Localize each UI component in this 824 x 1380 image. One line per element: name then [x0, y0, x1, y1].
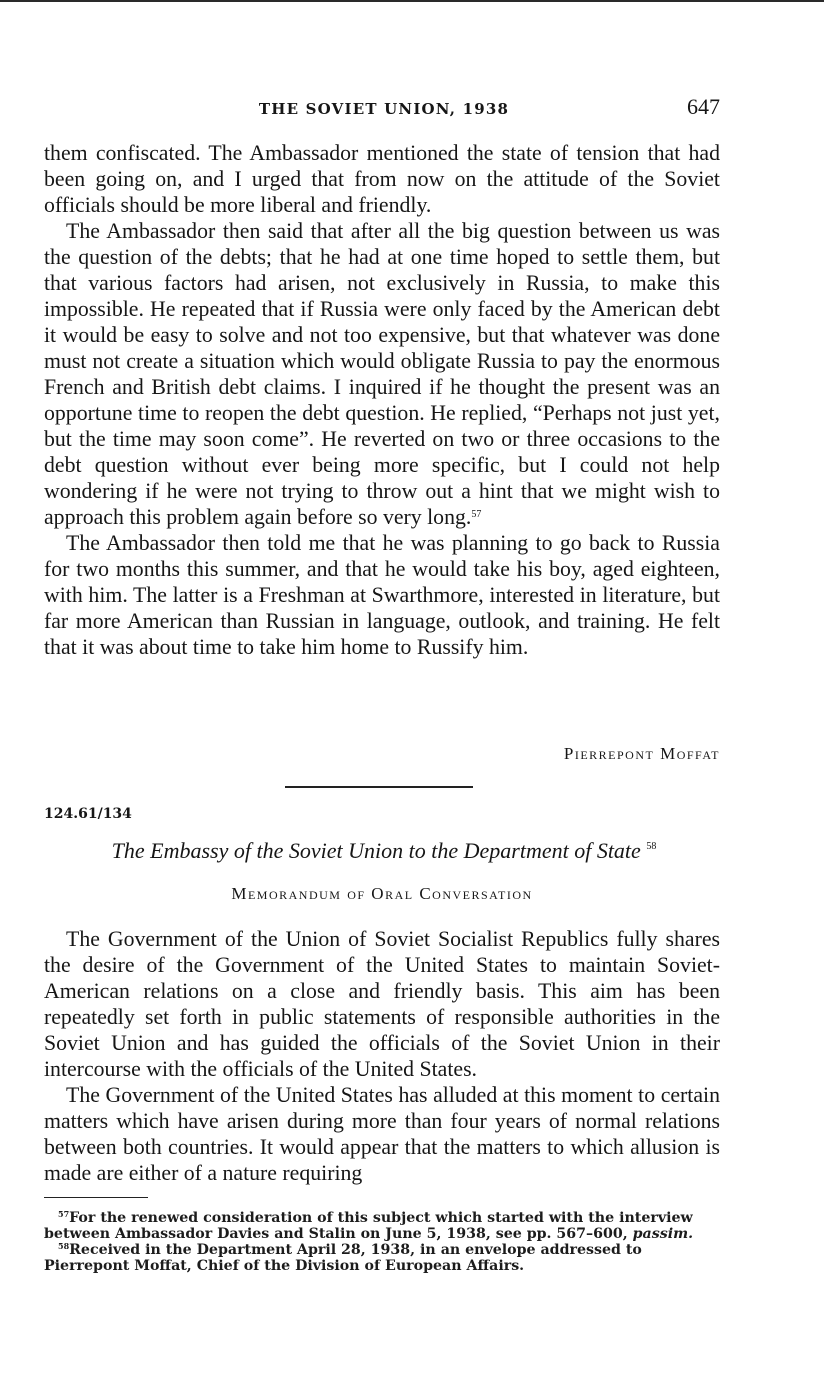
- footnote-text: Received in the Department April 28, 1938, in an envelope addressed to Pierrepont Moffat, Chief of the Division of European Affairs.: [44, 1242, 642, 1274]
- footnote: [44, 1210, 720, 1242]
- footnotes: [44, 1210, 720, 1274]
- footnote-reference[interactable]: 57: [471, 509, 482, 520]
- document-heading-text: The Embassy of the Soviet Union to the Department of State: [111, 838, 641, 863]
- previous-document-body: [44, 140, 720, 660]
- footnote: [44, 1242, 720, 1274]
- file-number: 124.61/134: [44, 806, 132, 822]
- section-divider: [285, 786, 473, 788]
- page-number: 647: [687, 94, 720, 119]
- footnote-divider: [44, 1197, 148, 1198]
- signature: Pierrepont Moffat: [563, 744, 720, 763]
- paragraph: The Government of the Union of Soviet Socialist Republics fully shares the desire of the Government of the United States to maintain Soviet-American relations on a close and friendly basis. This aim has been repeatedly set forth in public statements of responsible authorities in the Soviet Union and has guided the officials of the Soviet Union in their intercourse with the officials of the United States.: [44, 927, 720, 1081]
- memorandum-title: Memorandum of Oral Conversation: [231, 884, 533, 903]
- footnote-reference[interactable]: 58: [646, 841, 657, 852]
- paragraph: The Government of the United States has alluded at this moment to certain matters which have arisen during more than four years of normal relations between both countries. It would appear that the matters to which allusion is made are either of a nature requiring: [44, 1083, 720, 1185]
- footnote-text-italic: passim.: [632, 1226, 694, 1242]
- document-heading: [0, 838, 768, 864]
- running-header: [0, 94, 824, 124]
- page-top-border: [0, 0, 824, 2]
- paragraph: them confiscated. The Ambassador mentioned the state of tension that had been going on, and I urged that from now on the attitude of the Soviet officials should be more liberal and friendly.: [44, 141, 720, 217]
- paragraph: [44, 218, 720, 530]
- footnote-marker: 57: [58, 1209, 70, 1219]
- footnote-text: For the renewed consideration of this subject which started with the interview between Ambassador Davies and Stalin on June 5, 1938, see pp. 567–600,: [44, 1210, 693, 1242]
- running-title: THE SOVIET UNION, 1938: [258, 100, 510, 118]
- paragraph: The Ambassador then told me that he was planning to go back to Russia for two months this summer, and that he would take his boy, aged eighteen, with him. The latter is a Freshman at Swarthmore, interested in literature, but far more American than Russian in language, outlook, and training. He felt that it was about time to take him home to Russify him.: [44, 531, 720, 659]
- footnote-marker: 58: [58, 1241, 70, 1251]
- memorandum-body: [44, 926, 720, 1186]
- paragraph-text: The Ambassador then said that after all the big question between us was the question of the debts; that he had at one time hoped to settle them, but that various factors had arisen, not exclusively in Russia, to make this impossible. He repeated that if Russia were only faced by the American debt it would be easy to solve and not too expensive, but that whatever was done must not create a situation which would obligate Russia to pay the enormous French and British debt claims. I inquired if he thought the present was an opportune time to reopen the debt question. He replied, “Perhaps not just yet, but the time may soon come”. He reverted on two or three occasions to the debt question without ever being more specific, but I could not help wondering if he were not trying to throw out a hint that we might wish to approach this problem again before so very long.: [44, 219, 720, 529]
